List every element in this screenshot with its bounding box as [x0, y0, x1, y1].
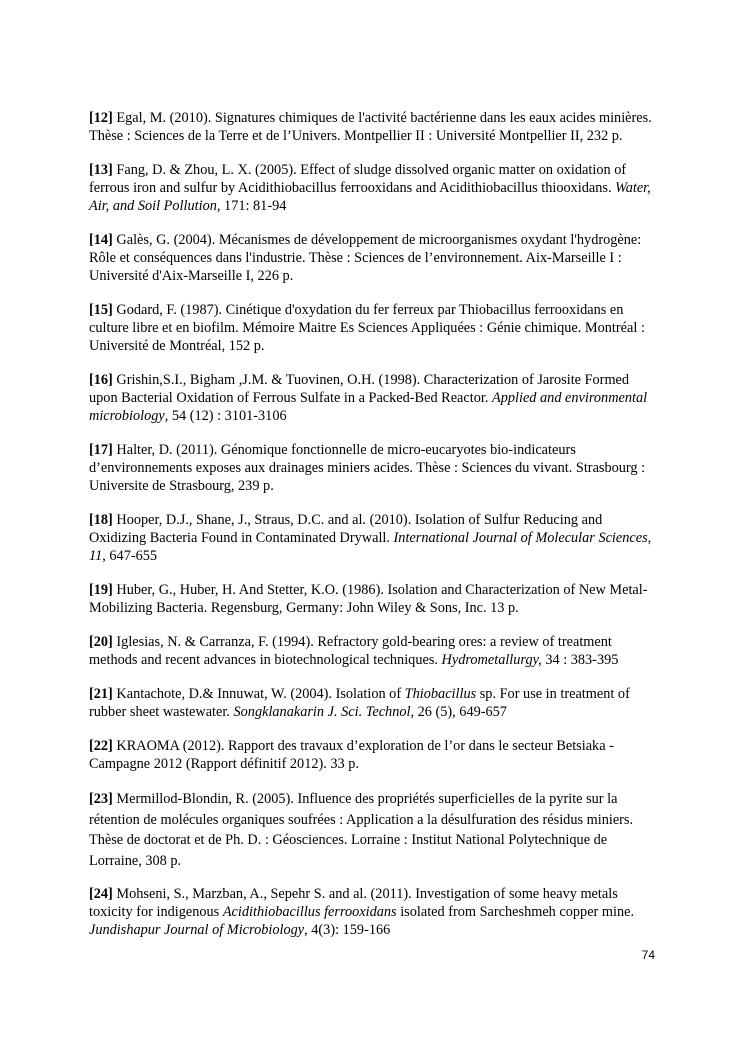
reference-entry [89, 371, 659, 425]
reference-entry [89, 633, 659, 669]
reference-entry [89, 511, 659, 565]
reference-text: , 647-655 [102, 548, 158, 564]
reference-entry [89, 441, 659, 495]
reference-entry [89, 109, 659, 145]
reference-text: Fang, D. & Zhou, L. X. (2005). Effect of sludge dissolved organic matter on oxidation of ferrous iron and sulfur by Acidithiobacillus ferrooxidans and Acidithiobacillus thiooxidans. [89, 162, 627, 196]
reference-entry [89, 789, 659, 871]
reference-text: Grishin,S.I., Bigham ,J.M. & Tuovinen, O.H. (1998). Characterization of Jarosite Formed upon Bacterial Oxidation of Ferrous Sulfate in a Packed-Bed Reactor. [89, 372, 630, 406]
reference-text: , 4(3): 159-166 [304, 922, 391, 938]
reference-text: , [647, 530, 652, 546]
reference-text: , 54 (12) : 3101-3106 [164, 408, 287, 424]
reference-italic-text: Water, Air, and Soil Pollution [89, 180, 651, 214]
reference-number: [22] [89, 738, 113, 754]
reference-text: , 26 (5), 649-657 [410, 704, 507, 720]
reference-number: [24] [89, 886, 113, 902]
reference-text: Mermillod-Blondin, R. (2005). Influence des propriétés superficielles de la pyrite sur la rétention de molécules organiques soufrées : Application a la désulfuration des résidus miniers. Thèse de doctorat et de Ph. D. : Géosciences. Lorraine : Institut National Polytechnique de Lorraine, 308 p. [89, 791, 634, 869]
reference-entry [89, 161, 659, 215]
reference-number: [15] [89, 302, 113, 318]
reference-italic-text: Applied and environmental microbiology [89, 390, 648, 424]
reference-list [89, 109, 659, 955]
reference-number: [16] [89, 372, 113, 388]
reference-text: Godard, F. (1987). Cinétique d'oxydation du fer ferreux par Thiobacillus ferrooxidans en culture libre et en biofilm. Mémoire Maitre Es Sciences Appliquées : Génie chimique. Montréal : Université de Montréal, 152 p. [89, 302, 645, 354]
reference-italic-text: Hydrometallurgy, [441, 652, 542, 668]
reference-number: [19] [89, 582, 113, 598]
reference-entry [89, 301, 659, 355]
reference-text: Egal, M. (2010). Signatures chimiques de l'activité bactérienne dans les eaux acides minières. Thèse : Sciences de la Terre et de l’Univers. Montpellier II : Université Montpellier II, 232 p. [89, 110, 652, 144]
reference-number: [23] [89, 791, 113, 807]
reference-number: [17] [89, 442, 113, 458]
reference-italic-text: Jundishapur Journal of Microbiology [89, 922, 305, 938]
reference-text: Kantachote, D.& Innuwat, W. (2004). Isolation of [116, 686, 405, 702]
reference-text: 34 : 383-395 [541, 652, 619, 668]
reference-text: Mohseni, S., Marzban, A., Sepehr S. and al. (2011). Investigation of some heavy metals toxicity for indigenous [89, 886, 618, 920]
reference-italic-text: Thiobacillus [404, 686, 477, 702]
reference-entry [89, 685, 659, 721]
reference-number: [14] [89, 232, 113, 248]
reference-italic-text: 11 [89, 548, 103, 564]
reference-number: [12] [89, 110, 113, 126]
reference-text: Huber, G., Huber, H. And Stetter, K.O. (1986). Isolation and Characterization of New Metal-Mobilizing Bacteria. Regensburg, Germany: John Wiley & Sons, Inc. 13 p. [89, 582, 648, 616]
reference-text: KRAOMA (2012). Rapport des travaux d’exploration de l’or dans le secteur Betsiaka - Campagne 2012 (Rapport définitif 2012). 33 p. [89, 738, 614, 772]
reference-entry [89, 885, 659, 939]
reference-entry [89, 581, 659, 617]
reference-text: Iglesias, N. & Carranza, F. (1994). Refractory gold-bearing ores: a review of treatment methods and recent advances in biotechnological techniques. [89, 634, 612, 668]
reference-number: [18] [89, 512, 113, 528]
reference-number: [20] [89, 634, 113, 650]
reference-text: sp. For use in treatment of rubber sheet wastewater. [89, 686, 630, 720]
reference-italic-text: Acidithiobacillus ferrooxidans [222, 904, 397, 920]
reference-text: isolated from Sarcheshmeh copper mine. [396, 904, 635, 920]
reference-entry [89, 231, 659, 285]
reference-number: [13] [89, 162, 113, 178]
reference-number: [21] [89, 686, 113, 702]
reference-text: Galès, G. (2004). Mécanismes de développement de microorganismes oxydant l'hydrogène: Rôle et conséquences dans l'industrie. Thèse : Sciences de l’environnement. Aix-Marseille I : Université d'Aix-Marseille I, 226 p. [89, 232, 642, 284]
reference-italic-text: Songklanakarin J. Sci. Technol [233, 704, 411, 720]
reference-text: , 171: 81-94 [216, 198, 287, 214]
reference-text: Halter, D. (2011). Génomique fonctionnelle de micro-eucaryotes bio-indicateurs d’environnements exposes aux drainages miniers acides. Thèse : Sciences du vivant. Strasbourg : Universite de Strasbourg, 239 p. [89, 442, 646, 494]
reference-italic-text: International Journal of Molecular Sciences [393, 530, 648, 546]
reference-text: Hooper, D.J., Shane, J., Straus, D.C. and al. (2010). Isolation of Sulfur Reducing and Oxidizing Bacteria Found in Contaminated Drywall. [89, 512, 603, 546]
reference-entry [89, 737, 659, 773]
page-number: 74 [641, 948, 655, 962]
